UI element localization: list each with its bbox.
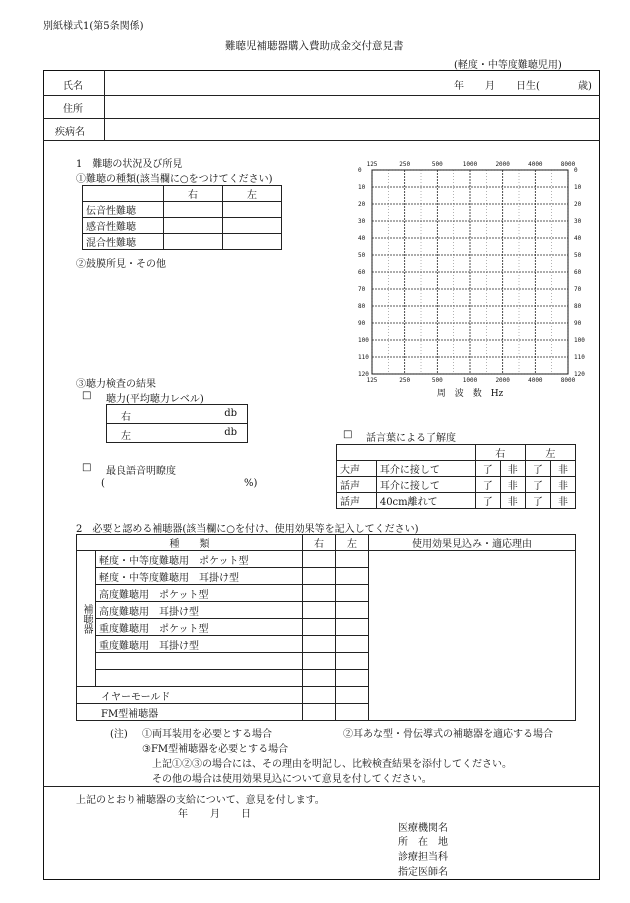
speech-voice: 大声 bbox=[337, 461, 377, 477]
sensorineural-right-cell[interactable] bbox=[164, 218, 223, 234]
aid-item-blank[interactable] bbox=[96, 653, 303, 670]
hearing-checkbox[interactable]: □ bbox=[82, 390, 92, 401]
footer-month: 月 bbox=[210, 809, 220, 820]
freq-label-top: 1000 bbox=[462, 161, 478, 168]
aid-right-cell[interactable] bbox=[303, 585, 336, 602]
frequency-axis-title: 周 波 数 Hz bbox=[436, 389, 504, 399]
db-label-right: 110 bbox=[574, 354, 585, 361]
conductive-left-cell[interactable] bbox=[223, 202, 282, 218]
db-label-right: 80 bbox=[574, 303, 582, 310]
freq-label-bottom: 250 bbox=[399, 377, 411, 384]
aid-left-cell[interactable] bbox=[336, 636, 369, 653]
db-label-left: 20 bbox=[358, 201, 366, 208]
db-label-right: 120 bbox=[574, 371, 585, 378]
aid-left-cell[interactable] bbox=[336, 670, 369, 687]
left-db-unit: db bbox=[224, 427, 237, 438]
db-label-left: 80 bbox=[358, 303, 366, 310]
aid-item: 重度難聴用 耳掛け型 bbox=[96, 636, 303, 653]
freq-label-top: 250 bbox=[399, 161, 411, 168]
note-2: ②耳あな型・骨伝導式の補聴器を適応する場合 bbox=[343, 729, 553, 740]
aid-right-cell[interactable] bbox=[303, 551, 336, 568]
name-label: 氏名 bbox=[63, 81, 83, 92]
hearing-level-label: 聴力(平均聴力レベル) bbox=[106, 394, 204, 405]
speech-distance: 耳介に接して bbox=[376, 477, 475, 493]
right-col-header: 右 bbox=[303, 535, 336, 551]
db-label-right: 90 bbox=[574, 320, 582, 327]
reason-header: 使用効果見込み・適応理由 bbox=[369, 535, 576, 551]
best-speech-checkbox[interactable]: □ bbox=[82, 462, 92, 473]
right-header: 右 bbox=[164, 186, 223, 202]
left-ear-label: 左 bbox=[121, 431, 131, 442]
earmold-label: イヤーモールド bbox=[77, 687, 303, 704]
db-label-left: 70 bbox=[358, 286, 366, 293]
location-label: 所 在 地 bbox=[398, 837, 448, 848]
aid-item: 軽度・中等度難聴用 耳掛け型 bbox=[96, 568, 303, 585]
left-col-header: 左 bbox=[336, 535, 369, 551]
section1-title: 1 難聴の状況及び所見 bbox=[76, 159, 183, 170]
disease-label: 疾病名 bbox=[55, 127, 85, 138]
hearing-aid-group-label: 補聴器 bbox=[77, 551, 96, 687]
freq-label-bottom: 500 bbox=[431, 377, 443, 384]
speech-option[interactable]: 了 bbox=[475, 493, 500, 509]
earmold-right-cell[interactable] bbox=[303, 687, 336, 704]
best-speech-value-field[interactable] bbox=[110, 476, 240, 490]
aid-item: 高度難聴用 ポケット型 bbox=[96, 585, 303, 602]
reason-field[interactable] bbox=[369, 551, 576, 721]
note-1: ①両耳装用を必要とする場合 bbox=[142, 729, 272, 740]
speech-option[interactable]: 非 bbox=[500, 477, 525, 493]
footer-statement: 上記のとおり補聴器の支給について、意見を付します。 bbox=[76, 795, 325, 806]
freq-label-bottom: 8000 bbox=[560, 377, 576, 384]
section2-title: 2 必要と認める補聴器(該当欄に○を付け、使用効果等を記入してください) bbox=[76, 524, 419, 535]
best-speech-label: 最良語音明瞭度 bbox=[106, 466, 176, 477]
db-label-right: 20 bbox=[574, 201, 582, 208]
db-label-right: 0 bbox=[574, 167, 578, 174]
hearing-type-table bbox=[82, 185, 282, 250]
aid-item: 軽度・中等度難聴用 ポケット型 bbox=[96, 551, 303, 568]
q1-label: ①難聴の種類(該当欄に○をつけてください) bbox=[76, 174, 273, 185]
aid-item: 高度難聴用 耳掛け型 bbox=[96, 602, 303, 619]
db-label-left: 30 bbox=[358, 218, 366, 225]
db-label-right: 60 bbox=[574, 269, 582, 276]
freq-label-top: 4000 bbox=[528, 161, 543, 168]
aid-left-cell[interactable] bbox=[336, 602, 369, 619]
mixed-left-cell[interactable] bbox=[223, 234, 282, 250]
speech-option[interactable]: 了 bbox=[475, 477, 500, 493]
aid-left-cell[interactable] bbox=[336, 653, 369, 670]
freq-label-bottom: 4000 bbox=[528, 377, 543, 384]
footer-day: 日 bbox=[241, 809, 251, 820]
disease-field[interactable] bbox=[106, 120, 596, 138]
department-label: 診療担当科 bbox=[398, 852, 448, 863]
page-title: 難聴児補聴器購入費助成金交付意見書 bbox=[225, 40, 404, 52]
hearing-type-header bbox=[83, 186, 164, 202]
aid-left-cell[interactable] bbox=[336, 619, 369, 636]
fm-left-cell[interactable] bbox=[336, 704, 369, 721]
aid-item-blank[interactable] bbox=[96, 670, 303, 687]
fm-label: FM型補聴器 bbox=[77, 704, 303, 721]
db-label-left: 60 bbox=[358, 269, 366, 276]
speech-option[interactable]: 了 bbox=[525, 461, 550, 477]
left-header: 左 bbox=[223, 186, 282, 202]
db-label-right: 30 bbox=[574, 218, 582, 225]
speech-option[interactable]: 了 bbox=[475, 461, 500, 477]
mixed-right-cell[interactable] bbox=[164, 234, 223, 250]
right-db-unit: db bbox=[224, 408, 237, 419]
earmold-left-cell[interactable] bbox=[336, 687, 369, 704]
aid-left-cell[interactable] bbox=[336, 585, 369, 602]
mixed-label: 混合性難聴 bbox=[83, 234, 164, 250]
db-label-left: 100 bbox=[358, 337, 369, 344]
fm-right-cell[interactable] bbox=[303, 704, 336, 721]
freq-label-top: 125 bbox=[366, 161, 378, 168]
aid-item: 重度難聴用 ポケット型 bbox=[96, 619, 303, 636]
aid-right-cell[interactable] bbox=[303, 653, 336, 670]
page-subtitle: (軽度・中等度難聴児用) bbox=[454, 60, 562, 71]
left-ear-row[interactable] bbox=[107, 424, 248, 443]
db-label-right: 10 bbox=[574, 184, 582, 191]
db-label-left: 40 bbox=[358, 235, 366, 242]
birth-day-label: 日生( bbox=[516, 81, 540, 92]
speech-option[interactable]: 了 bbox=[525, 477, 550, 493]
freq-label-top: 500 bbox=[431, 161, 443, 168]
birth-month-label: 月 bbox=[485, 81, 495, 92]
form-number: 別紙様式1(第5条関係) bbox=[43, 21, 144, 32]
freq-label-top: 8000 bbox=[560, 161, 576, 168]
speech-distance: 40cm離れて bbox=[376, 493, 475, 509]
speech-option[interactable]: 非 bbox=[500, 461, 525, 477]
right-ear-row[interactable] bbox=[107, 405, 248, 424]
address-label: 住所 bbox=[63, 104, 83, 115]
best-speech-paren-close: %) bbox=[244, 478, 258, 489]
conductive-right-cell[interactable] bbox=[164, 202, 223, 218]
aid-right-cell[interactable] bbox=[303, 670, 336, 687]
note-3: ③FM型補聴器を必要とする場合 bbox=[142, 744, 289, 755]
footer-year: 年 bbox=[178, 809, 188, 820]
name-field[interactable] bbox=[106, 72, 426, 92]
db-label-left: 110 bbox=[358, 354, 369, 361]
speech-option[interactable]: 非 bbox=[500, 493, 525, 509]
db-label-left: 120 bbox=[358, 371, 369, 378]
freq-label-bottom: 2000 bbox=[495, 377, 510, 384]
age-label: 歳) bbox=[578, 81, 592, 92]
speech-checkbox[interactable]: □ bbox=[343, 429, 353, 440]
institution-label: 医療機関名 bbox=[398, 823, 448, 834]
db-label-right: 100 bbox=[574, 337, 585, 344]
db-label-left: 10 bbox=[358, 184, 366, 191]
db-label-left: 0 bbox=[358, 167, 362, 174]
freq-label-top: 2000 bbox=[495, 161, 510, 168]
speech-label: 話言葉による了解度 bbox=[366, 433, 456, 444]
speech-header-blank bbox=[337, 445, 476, 461]
speech-option[interactable]: 非 bbox=[550, 461, 575, 477]
birth-year-label: 年 bbox=[454, 81, 464, 92]
doctor-label: 指定医師名 bbox=[398, 867, 448, 878]
aid-left-cell[interactable] bbox=[336, 568, 369, 585]
address-field[interactable] bbox=[106, 97, 596, 116]
speech-voice: 話声 bbox=[337, 493, 377, 509]
sensorineural-label: 感音性難聴 bbox=[83, 218, 164, 234]
type-header: 種 類 bbox=[77, 535, 303, 551]
note-4: 上記①②③の場合には、その理由を明記し、比較検査結果を添付してください。 bbox=[152, 759, 512, 770]
speech-option[interactable]: 非 bbox=[550, 477, 575, 493]
aid-right-cell[interactable] bbox=[303, 568, 336, 585]
freq-label-bottom: 125 bbox=[366, 377, 378, 384]
note-prefix: (注) bbox=[110, 729, 128, 740]
aid-right-cell[interactable] bbox=[303, 602, 336, 619]
hearing-level-table bbox=[106, 404, 248, 443]
speech-header-left: 左 bbox=[525, 445, 575, 461]
eardrum-findings-field[interactable] bbox=[76, 270, 326, 370]
db-label-left: 90 bbox=[358, 320, 366, 327]
q3-label: ③聴力検査の結果 bbox=[76, 379, 156, 390]
freq-label-bottom: 1000 bbox=[462, 377, 478, 384]
speech-option[interactable]: 非 bbox=[550, 493, 575, 509]
right-ear-label: 右 bbox=[121, 412, 131, 423]
aid-right-cell[interactable] bbox=[303, 619, 336, 636]
speech-header-right: 右 bbox=[475, 445, 525, 461]
sensorineural-left-cell[interactable] bbox=[223, 218, 282, 234]
db-label-right: 50 bbox=[574, 252, 582, 259]
db-label-left: 50 bbox=[358, 252, 366, 259]
aid-right-cell[interactable] bbox=[303, 636, 336, 653]
speech-option[interactable]: 了 bbox=[525, 493, 550, 509]
hearing-aid-table bbox=[76, 534, 576, 721]
best-speech-paren-open: ( bbox=[101, 478, 105, 489]
speech-distance: 耳介に接して bbox=[376, 461, 475, 477]
conductive-label: 伝音性難聴 bbox=[83, 202, 164, 218]
audiogram bbox=[336, 152, 598, 399]
speech-table bbox=[336, 444, 576, 509]
db-label-right: 40 bbox=[574, 235, 582, 242]
speech-voice: 話声 bbox=[337, 477, 377, 493]
note-5: その他の場合は使用効果見込について意見を付してください。 bbox=[152, 774, 432, 785]
q2-label: ②鼓膜所見・その他 bbox=[76, 259, 166, 270]
aid-left-cell[interactable] bbox=[336, 551, 369, 568]
db-label-right: 70 bbox=[574, 286, 582, 293]
